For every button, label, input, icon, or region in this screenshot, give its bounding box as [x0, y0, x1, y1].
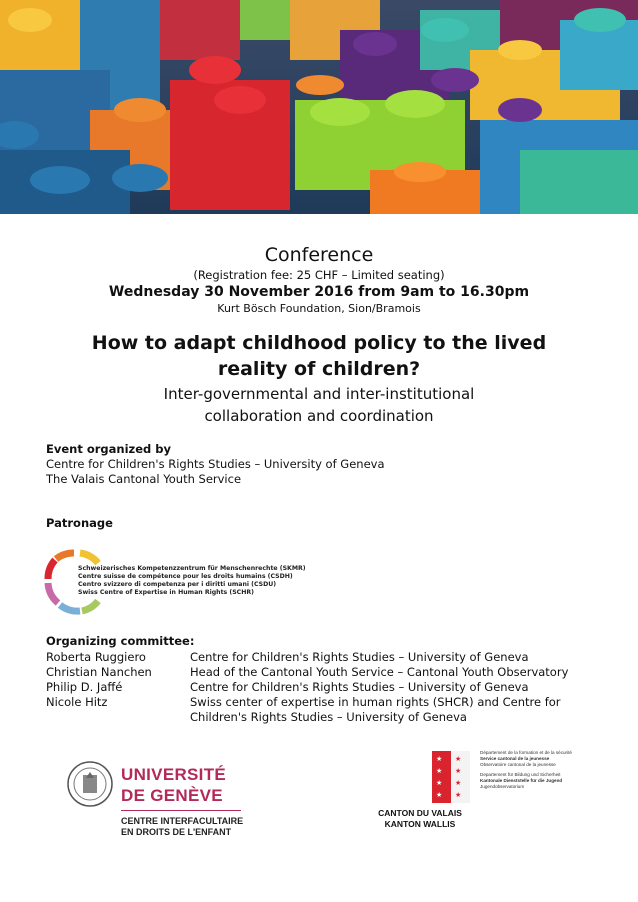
- valais-name-line: KANTON WALLIS: [384, 819, 456, 829]
- unige-sub-line: EN DROITS DE L'ENFANT: [121, 827, 232, 837]
- valais-logo: [370, 748, 610, 838]
- svg-text:★: ★: [455, 755, 462, 763]
- valais-dept-line: Jugendobservatorium: [480, 784, 525, 789]
- committee-row: [46, 695, 606, 725]
- svg-text:★: ★: [436, 791, 443, 799]
- svg-text:★: ★: [455, 791, 462, 799]
- skmr-logo-line: Centre suisse de compétence pour les droits humains (CSDH): [78, 573, 293, 580]
- member-name: Christian Nanchen: [46, 665, 152, 679]
- valais-dept-line: Département de la formation et de la sécurité: [480, 750, 572, 755]
- member-name: Roberta Ruggiero: [46, 650, 146, 664]
- conference-venue: Kurt Bösch Foundation, Sion/Bramois: [217, 302, 421, 315]
- svg-text:★: ★: [436, 767, 443, 775]
- subtitle-line: Inter-governmental and inter-institutional: [163, 385, 475, 403]
- valais-dept-line: Kantonale Dienststelle für die Jugend: [480, 778, 563, 783]
- committee-list: [46, 650, 606, 725]
- valais-dept-line: Service cantonal de la jeunesse: [480, 756, 550, 761]
- organized-by-section: [46, 442, 385, 487]
- unige-seal-icon: [66, 760, 114, 808]
- skmr-logo-line: Centro svizzero di competenza per i diritti umani (CSDU): [78, 581, 277, 588]
- member-name: Nicole Hitz: [46, 695, 108, 709]
- committee-title: Organizing committee:: [46, 634, 195, 648]
- unige-name-line: DE GENÈVE: [121, 786, 223, 805]
- unige-sub-line: CENTRE INTERFACULTAIRE: [121, 816, 244, 826]
- unige-logo: [66, 758, 256, 838]
- patronage-title: Patronage: [46, 516, 113, 530]
- member-role: Centre for Children's Rights Studies – University of Geneva: [190, 680, 529, 694]
- subtitle: [100, 383, 538, 427]
- svg-text:★: ★: [455, 779, 462, 787]
- conference-title: Conference: [264, 244, 374, 266]
- unige-name-line: UNIVERSITÉ: [121, 765, 227, 784]
- committee-row: [46, 665, 606, 680]
- member-role: Swiss center of expertise in human rights (SHCR) and Centre for Children's Rights Studies – University of Geneva: [190, 695, 561, 724]
- skmr-logo: [44, 545, 306, 617]
- organizer-line: The Valais Cantonal Youth Service: [46, 472, 242, 486]
- member-role: Head of the Cantonal Youth Service – Cantonal Youth Observatory: [190, 665, 569, 679]
- unige-divider: [121, 810, 241, 811]
- skmr-logo-line: Schweizerisches Kompetenzzentrum für Menschenrechte (SKMR): [78, 565, 306, 572]
- committee-row: [46, 650, 606, 665]
- subtitle-line: collaboration and coordination: [204, 407, 434, 425]
- hero-building-blocks-photo: [0, 0, 638, 214]
- svg-text:★: ★: [436, 779, 443, 787]
- member-role: Centre for Children's Rights Studies – University of Geneva: [190, 650, 529, 664]
- member-name: Philip D. Jaffé: [46, 680, 123, 694]
- organizer-line: Centre for Children's Rights Studies – University of Geneva: [46, 457, 385, 471]
- svg-text:★: ★: [455, 767, 462, 775]
- skmr-logo-line: Swiss Centre of Expertise in Human Rights (SCHR): [78, 589, 254, 596]
- valais-dept-line: Departement für Bildung und Sicherheit: [480, 772, 561, 777]
- valais-flag-icon: [432, 751, 470, 803]
- organized-by-title: Event organized by: [46, 442, 171, 456]
- registration-fee: (Registration fee: 25 CHF – Limited seating): [193, 268, 445, 282]
- conference-date: Wednesday 30 November 2016 from 9am to 16.30pm: [108, 284, 530, 300]
- valais-dept-line: Observatoire cantonal de la jeunesse: [480, 762, 556, 767]
- main-title: How to adapt childhood policy to the lived reality of children?: [91, 332, 547, 380]
- committee-row: [46, 680, 606, 695]
- valais-name-line: CANTON DU VALAIS: [378, 808, 462, 818]
- svg-text:★: ★: [436, 755, 443, 763]
